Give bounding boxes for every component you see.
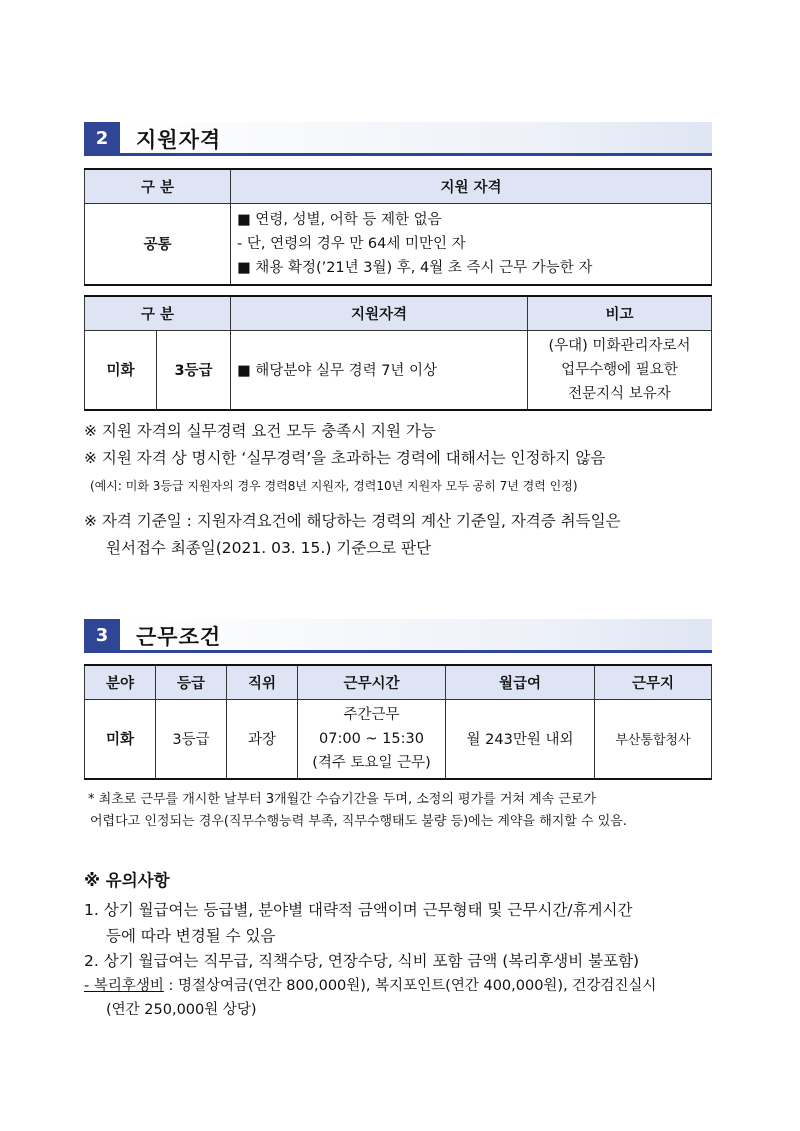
row-label-common: 공통 [85,203,231,285]
section-number: 3 [84,619,120,653]
section-title: 지원자격 [136,128,222,152]
section-number: 2 [84,122,120,156]
section-2-header [84,122,712,158]
grade-cell: 3등급 [157,330,231,410]
section-title: 근무조건 [136,625,222,649]
note-1: ※ 지원 자격의 실무경력 요건 모두 충족시 지원 가능 [84,422,436,440]
welfare-detail: : 명절상여금(연간 800,000원), 복지포인트(연간 400,000원), 건강검진실시 [163,978,657,994]
header-qualification: 지원 자격 [231,169,712,203]
header-remark: 비고 [528,296,712,330]
note-3-line-1: ※ 자격 기준일 : 지원자격요건에 해당하는 경력의 계산 기준일, 자격증 취득일은 [84,512,621,530]
remark-line-1: (우대) 미화관리자로서 [548,337,691,354]
hours-line-3: (격주 토요일 근무) [312,754,431,771]
qualification-grade-table [84,295,712,411]
note-3-line-2: 원서접수 최종일(2021. 03. 15.) 기준으로 판단 [106,539,432,557]
welfare-label: - 복리후생비 [84,978,164,994]
caution-item-3-line-1 [84,974,656,995]
header-position: 직위 [227,665,298,699]
probation-note-line-2: 어렵다고 인정되는 경우(직무수행능력 부족, 직무수행태도 불량 등)에는 계약을 해지할 수 있음. [90,814,627,829]
position-cell: 과장 [227,699,298,779]
working-conditions-table [84,664,712,780]
header-category: 구 분 [85,169,231,203]
pay-cell: 월 243만원 내외 [446,699,595,779]
field-cell: 미화 [85,330,157,410]
note-2: ※ 지원 자격 상 명시한 ‘실무경력’을 초과하는 경력에 대해서는 인정하지 않음 [84,449,606,467]
hours-line-2: 07:00 ~ 15:30 [319,730,424,747]
remark-cell [528,330,712,410]
note-example: (예시: 미화 3등급 지원자의 경우 경력8년 지원자, 경력10년 지원자 모두 공히 7년 경력 인정) [90,479,578,493]
header-pay: 월급여 [446,665,595,699]
header-hours: 근무시간 [298,665,446,699]
remark-line-3: 전문지식 보유자 [568,385,671,402]
section-underline [120,153,712,156]
header-field: 분야 [85,665,156,699]
caution-title: ※ 유의사항 [84,871,170,890]
hours-line-1: 주간근무 [343,706,400,723]
header-category: 구 분 [85,296,231,330]
caution-item-1-line-1: 1. 상기 월급여는 등급별, 분야별 대략적 금액이며 근무형태 및 근무시간/휴게시간 [84,901,633,919]
hours-cell [298,699,446,779]
caution-item-1-line-2: 등에 따라 변경될 수 있음 [106,927,276,945]
header-grade: 등급 [156,665,227,699]
remark-line-2: 업무수행에 필요한 [561,361,678,378]
qualification-cell: ■ 해당분야 실무 경력 7년 이상 [231,330,528,410]
qual-line-2: - 단, 연령의 경우 만 64세 미만인 자 [237,235,466,252]
section-3-header [84,619,712,655]
qual-line-1: ■ 연령, 성별, 어학 등 제한 없음 [237,211,442,228]
caution-item-3-line-2: (연간 250,000원 상당) [106,1002,257,1018]
probation-note-line-1: * 최초로 근무를 개시한 날부터 3개월간 수습기간을 두며, 소정의 평가를 거쳐 계속 근로가 [88,792,597,807]
common-qualification-cell [231,203,712,285]
qualification-common-table [84,168,712,286]
section-underline [120,650,712,653]
field-cell: 미화 [85,699,156,779]
place-cell: 부산통합청사 [595,699,712,779]
qual-line-3: ■ 채용 확정(’21년 3월) 후, 4월 초 즉시 근무 가능한 자 [237,259,593,276]
header-qualification: 지원자격 [231,296,528,330]
caution-item-2: 2. 상기 월급여는 직무급, 직책수당, 연장수당, 식비 포함 금액 (복리후생비 불포함) [84,952,640,970]
grade-cell: 3등급 [156,699,227,779]
header-place: 근무지 [595,665,712,699]
